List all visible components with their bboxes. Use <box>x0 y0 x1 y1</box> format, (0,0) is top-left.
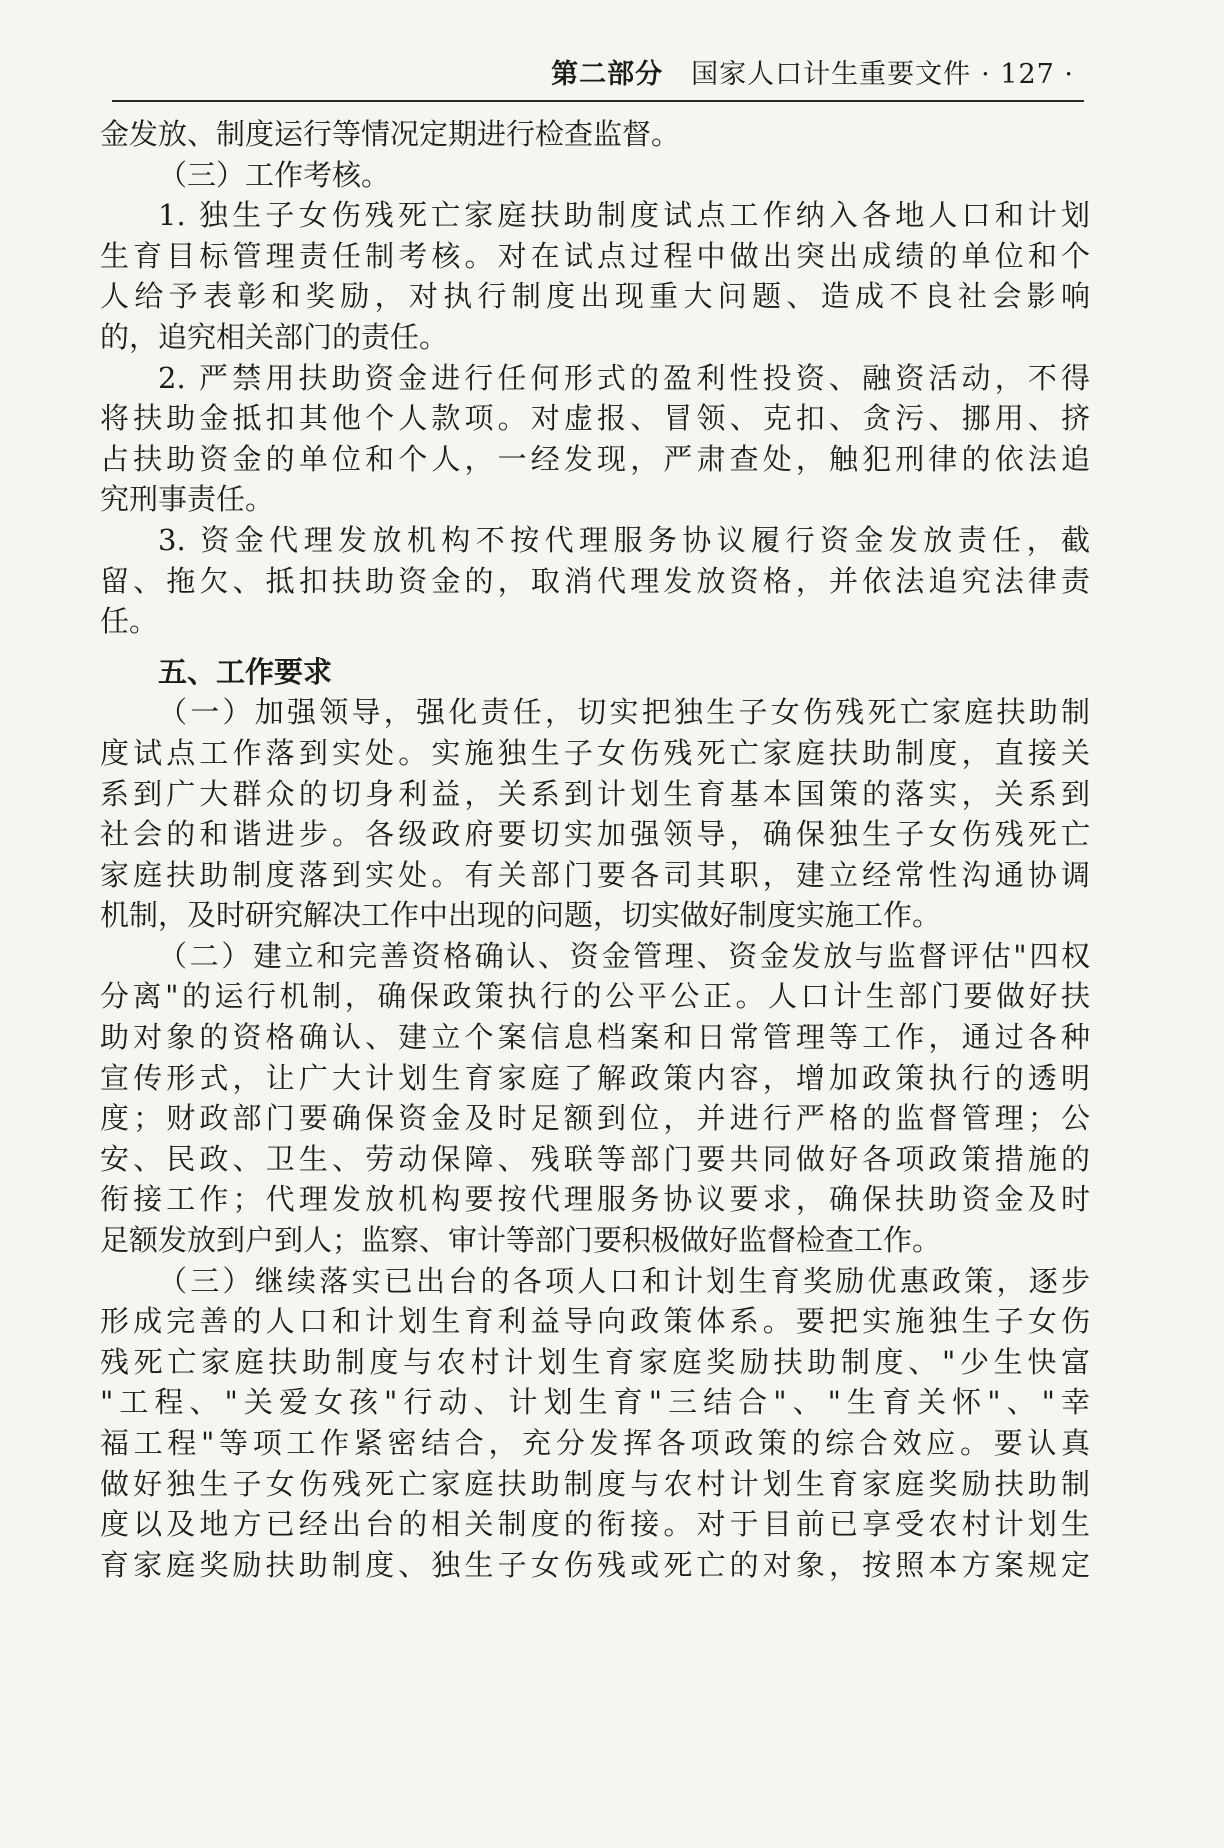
text-line: 助对象的资格确认、建立个案信息档案和日常管理等工作，通过各种 <box>100 1020 1090 1055</box>
text-line: 宣传形式，让广大计划生育家庭了解政策内容，增加政策执行的透明 <box>100 1060 1090 1095</box>
text-line: （一）加强领导，强化责任，切实把独生子女伤残死亡家庭扶助制 <box>158 695 1090 730</box>
text-line: （三）继续落实已出台的各项人口和计划生育奖励优惠政策，逐步 <box>158 1263 1090 1298</box>
text-line: 家庭扶助制度落到实处。有关部门要各司其职，建立经常性沟通协调 <box>100 857 1090 892</box>
page-number: · 127 · <box>981 59 1074 90</box>
text-line: 做好独生子女伤残死亡家庭扶助制度与农村计划生育家庭奖励扶助制 <box>100 1466 1090 1501</box>
header-rule <box>112 100 1084 102</box>
text-line: 究刑事责任。 <box>100 482 275 517</box>
text-line: 社会的和谐进步。各级政府要切实加强领导，确保独生子女伤残死亡 <box>100 817 1090 852</box>
text-line: 度以及地方已经出台的相关制度的衔接。对于目前已享受农村计划生 <box>100 1507 1090 1542</box>
text-line: "工程、"关爱女孩"行动、计划生育"三结合"、"生育关怀"、"幸 <box>100 1385 1090 1420</box>
text-line: 人给予表彰和奖励，对执行制度出现重大问题、造成不良社会影响 <box>100 279 1090 314</box>
text-line: 任。 <box>100 604 159 639</box>
text-line: （三）工作考核。 <box>158 157 391 192</box>
text-line: 度试点工作落到实处。实施独生子女伤残死亡家庭扶助制度，直接关 <box>100 735 1090 770</box>
text-line: 3. 资金代理发放机构不按代理服务协议履行资金发放责任，截 <box>158 522 1090 557</box>
text-line: 占扶助资金的单位和个人，一经发现，严肃查处，触犯刑律的依法追 <box>100 441 1090 476</box>
text-line: 足额发放到户到人；监察、审计等部门要积极做好监督检查工作。 <box>100 1223 942 1258</box>
text-line: 金发放、制度运行等情况定期进行检查监督。 <box>100 117 681 151</box>
running-head-title: 国家人口计生重要文件 <box>691 59 972 90</box>
text-line: 安、民政、卫生、劳动保障、残联等部门要共同做好各项政策措施的 <box>100 1141 1090 1176</box>
text-line: 育家庭奖励扶助制度、独生子女伤残或死亡的对象，按照本方案规定 <box>100 1547 1090 1582</box>
text-line: 系到广大群众的切身利益，关系到计划生育基本国策的落实，关系到 <box>100 776 1090 811</box>
text-line: 残死亡家庭扶助制度与农村计划生育家庭奖励扶助制度、"少生快富 <box>100 1344 1090 1379</box>
text-line: 1. 独生子女伤残死亡家庭扶助制度试点工作纳入各地人口和计划 <box>158 198 1090 233</box>
section-heading: 五、工作要求 <box>158 654 333 689</box>
text-line: 机制，及时研究解决工作中出现的问题，切实做好制度实施工作。 <box>100 898 942 933</box>
text-line: 衔接工作；代理发放机构要按代理服务协议要求，确保扶助资金及时 <box>100 1182 1090 1217</box>
text-line: 形成完善的人口和计划生育利益导向政策体系。要把实施独生子女伤 <box>100 1304 1090 1339</box>
text-line: 生育目标管理责任制考核。对在试点过程中做出突出成绩的单位和个 <box>100 238 1090 273</box>
text-line: （二）建立和完善资格确认、资金管理、资金发放与监督评估"四权 <box>158 938 1090 973</box>
text-line: 留、拖欠、抵扣扶助资金的，取消代理发放资格，并依法追究法律责 <box>100 563 1090 598</box>
body-text <box>100 114 1090 1585</box>
text-line: 的，追究相关部门的责任。 <box>100 319 449 354</box>
text-line: 分离"的运行机制，确保政策执行的公平公正。人口计生部门要做好扶 <box>100 979 1090 1014</box>
running-head-section: 第二部分 <box>551 59 664 90</box>
text-line: 福工程"等项工作紧密结合，充分发挥各项政策的综合效应。要认真 <box>100 1426 1090 1460</box>
text-line: 2. 严禁用扶助资金进行任何形式的盈利性投资、融资活动，不得 <box>158 360 1090 395</box>
text-line: 将扶助金抵扣其他个人款项。对虚报、冒领、克扣、贪污、挪用、挤 <box>100 401 1090 436</box>
running-head <box>551 52 1074 91</box>
text-line: 度；财政部门要确保资金及时足额到位，并进行严格的监督管理；公 <box>100 1101 1090 1136</box>
